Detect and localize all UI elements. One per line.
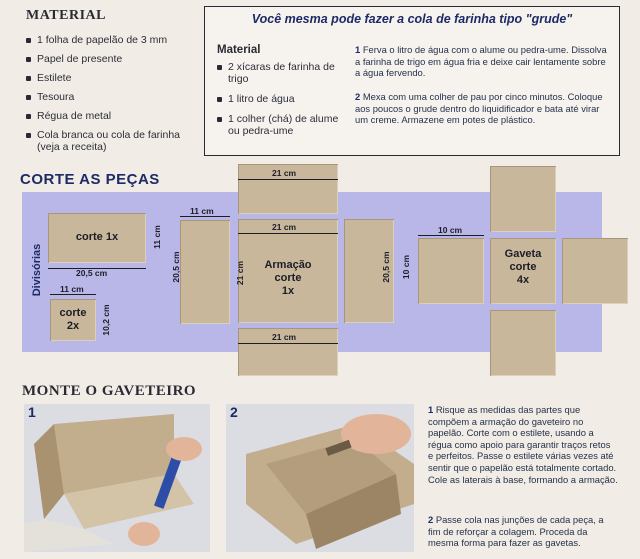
dim-label: 21 cm (272, 332, 297, 342)
material-list (26, 34, 196, 160)
dim-arrow (418, 235, 484, 236)
dim-arrow (50, 294, 96, 295)
list-item: Régua de metal (26, 110, 196, 122)
list-item: Cola branca ou cola de farinha (veja a receita) (26, 129, 196, 153)
dim-label: 20,5 cm (381, 251, 391, 283)
monte-step-1: 1 Risque as medidas das partes que compõem a armação do gaveteiro no papelão. Corte com o estilete, usando a régua como apoio para garantir traços retos e perfeitos. Passe o estilete várias vezes até sentir que o papelão está totalmente cortado. Cole as laterais à base, formando a armação. (428, 404, 618, 485)
dim-label: 21 cm (235, 260, 245, 286)
corte-title: CORTE AS PEÇAS (20, 171, 160, 188)
piece-gaveta-left (418, 238, 484, 304)
list-item: Estilete (26, 72, 196, 84)
dim-label: 10 cm (438, 225, 463, 235)
step-number: 1 (28, 404, 36, 420)
photo-step-2 (226, 404, 414, 552)
list-item: 1 colher (chá) de alume ou pedra-ume (217, 113, 342, 137)
list-item: 1 litro de água (217, 93, 342, 105)
piece-label: corte 1x (75, 231, 119, 243)
dim-label: 21 cm (272, 222, 297, 232)
piece-gaveta-top (490, 166, 556, 232)
dim-arrow (238, 179, 338, 180)
recipe-step-1: 1 Ferva o litro de água com o alume ou pedra-ume. Dissolva a farinha de trigo em água fria e deixe cair lentamente sobre a água fervendo. (355, 44, 607, 79)
piece-gaveta-bottom (490, 310, 556, 376)
dim-label: 11 cm (190, 206, 214, 216)
dim-arrow (180, 216, 230, 217)
list-item: Papel de presente (26, 53, 196, 65)
recipe-step-2: 2 Mexa com uma colher de pau por cinco minutos. Coloque aos poucos o grude dentro do liquidificador e bata até virar um creme. Armazene em potes de plástico. (355, 91, 603, 126)
step-number: 2 (230, 404, 238, 420)
dim-label: 21 cm (272, 168, 297, 178)
list-item: 2 xícaras de farinha de trigo (217, 61, 342, 85)
monte-title: MONTE O GAVETEIRO (22, 383, 197, 399)
piece-label: corte 2x (59, 307, 87, 332)
piece-label: Gaveta corte 4x (504, 248, 542, 286)
piece-label: Armação corte 1x (264, 259, 312, 297)
divisorias-label: Divisórias (31, 243, 43, 297)
recipe-box (204, 6, 620, 156)
dim-label: 11 cm (152, 225, 162, 249)
dim-label: 11 cm (60, 284, 84, 294)
recipe-title: Você mesma pode fazer a cola de farinha tipo "grude" (251, 12, 573, 26)
piece-armacao-side-left (180, 220, 230, 324)
dim-label: 10,2 cm (101, 304, 111, 336)
monte-step-2: 2 Passe cola nas junções de cada peça, a fim de reforçar a colagem. Proceda da mesma forma para fazer as gavetas. (428, 514, 604, 549)
list-item: Tesoura (26, 91, 196, 103)
dim-arrow (238, 233, 338, 234)
recipe-material-title: Material (217, 44, 261, 56)
material-title: MATERIAL (26, 8, 106, 23)
piece-gaveta-right (562, 238, 628, 304)
list-item: 1 folha de papelão de 3 mm (26, 34, 196, 46)
recipe-ingredients (217, 61, 342, 137)
dim-label: 10 cm (401, 254, 411, 280)
dim-label: 20,5 cm (171, 251, 181, 283)
dim-label: 20,5 cm (76, 268, 108, 278)
photo-step-1 (24, 404, 210, 552)
dim-arrow (238, 343, 338, 344)
